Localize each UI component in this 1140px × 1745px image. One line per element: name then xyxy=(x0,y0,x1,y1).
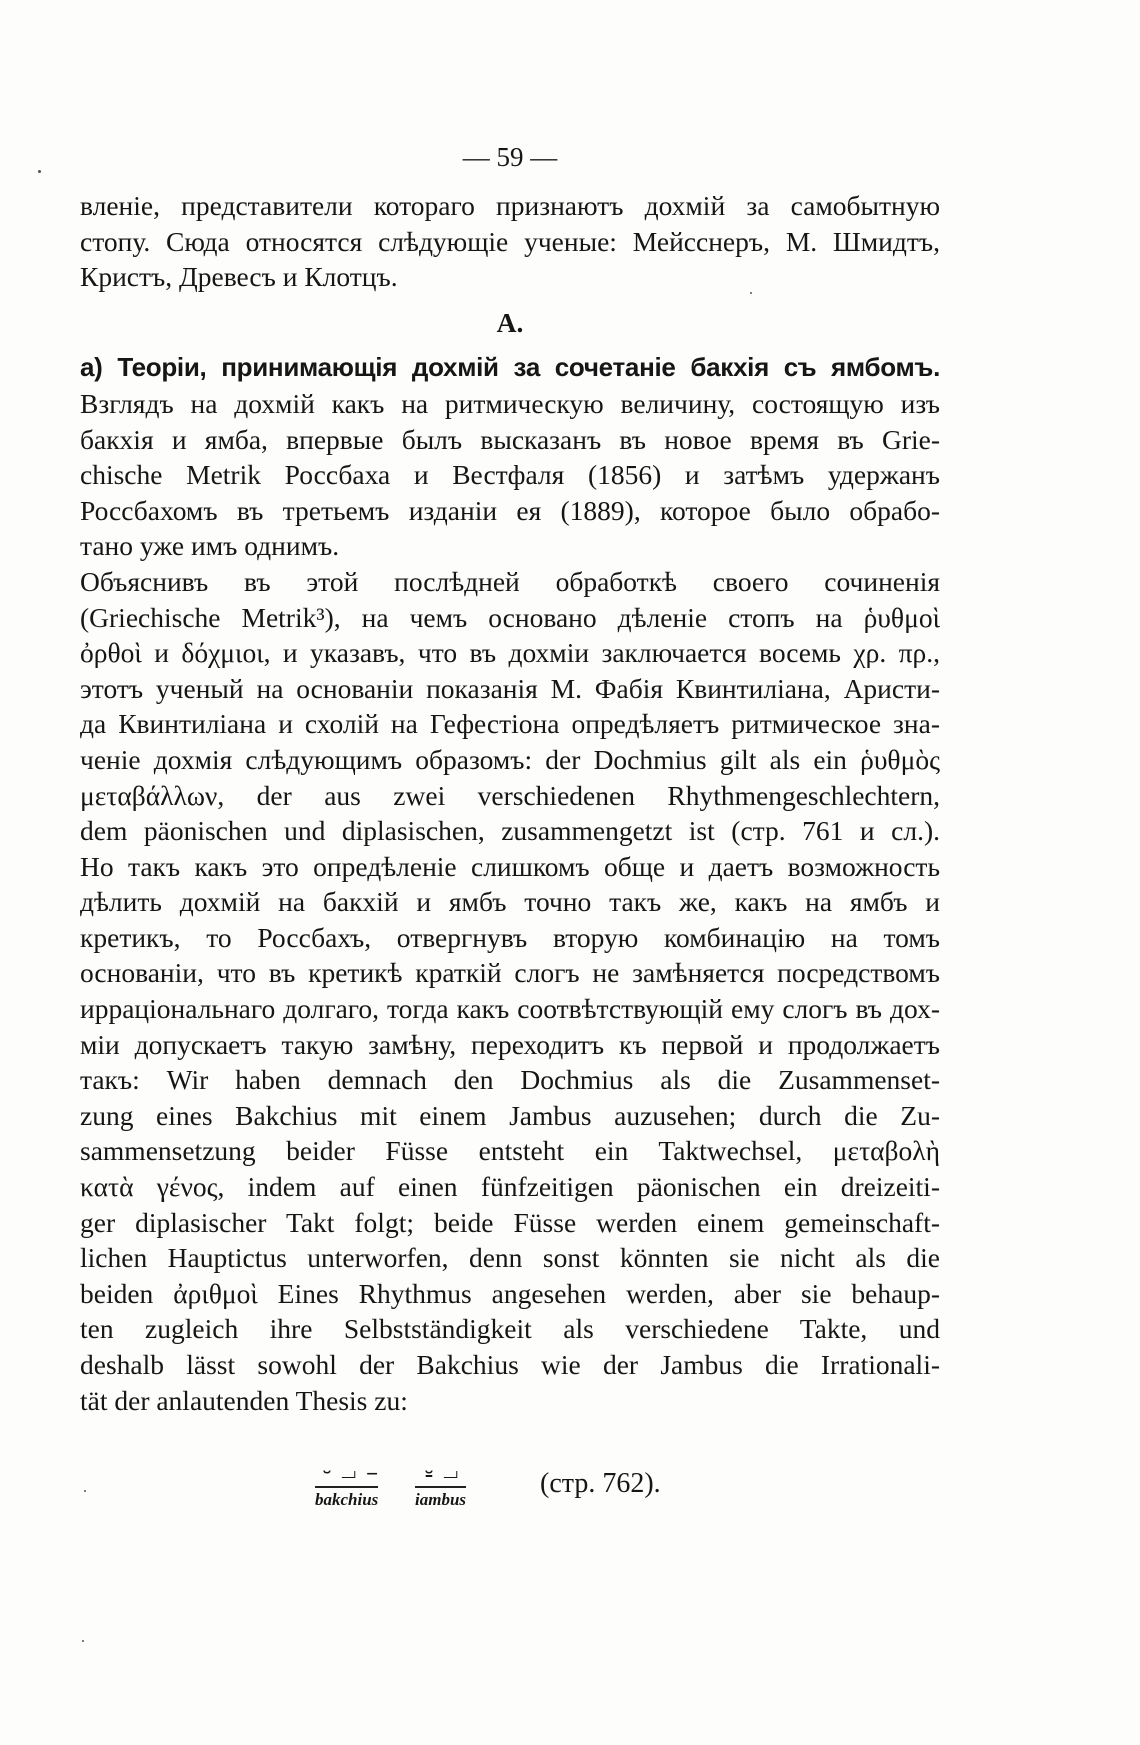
text-line: sammensetzung beider Füsse entsteht ein Taktwechsel, μεταβολὴ xyxy=(80,1135,940,1167)
subsection-heading: а) Теоріи, принимающія дохмій за сочетаніе бакхія съ ямбомъ. xyxy=(80,352,940,383)
text-line: міи допускаетъ такую замѣну, переходитъ къ первой и продолжаетъ xyxy=(80,1028,940,1060)
paper-speck xyxy=(750,292,752,294)
text-line: тано уже имъ однимъ. xyxy=(80,530,340,562)
text-line: ger diplasischer Takt folgt; beide Füsse werden einem gemeinschaft- xyxy=(80,1206,940,1238)
book-page xyxy=(80,0,940,1745)
text-line: deshalb lässt sowohl der Bakchius wie der Jambus die Irrationali- xyxy=(80,1349,940,1380)
page-number: — 59 — xyxy=(462,142,558,172)
text-line: бакхія и ямба, впервые былъ высказанъ въ новое время въ Grie- xyxy=(80,423,940,455)
text-line: Взглядъ на дохмій какъ на ритмическую величину, состоящую изъ xyxy=(80,387,940,419)
text-line: основаніи, что въ кретикѣ краткій слогъ не замѣняется посредствомъ xyxy=(80,957,940,989)
text-line: zung eines Bakchius mit einem Jambus auzusehen; durch die Zu- xyxy=(80,1099,940,1131)
text-line: ὀρθοὶ и δόχμιοι, и указавъ, что въ дохміи заключается восемь χρ. πρ., xyxy=(80,637,940,669)
text-line: (Griechische Metrik³), на чемъ основано дѣленіе стопъ на ῥυθμοὶ xyxy=(80,601,940,633)
text-line: chische Metrik Россбаха и Вестфаля (1856) и затѣмъ удержанъ xyxy=(80,459,940,491)
text-line: Но такъ какъ это опредѣленіе слишкомъ обще и даетъ возможность xyxy=(80,850,940,882)
paper-speck xyxy=(82,1640,84,1642)
text-line: кретикъ, то Россбахъ, отвергнувъ вторую комбинацію на томъ xyxy=(80,921,940,953)
text-line: dem päonischen und diplasischen, zusammengetzt ist (стр. 761 и сл.). xyxy=(80,815,940,847)
text-line: дѣлить дохмій на бакхій и ямбъ точно такъ же, какъ на ямбъ и xyxy=(80,886,940,918)
text-line: μεταβάλλων, der aus zwei verschiedenen Rhythmengeschlechtern, xyxy=(80,779,940,811)
paper-speck xyxy=(38,170,41,173)
text-line: вленіе, представители котораго признаютъ дохмій за самобытную xyxy=(80,190,940,221)
label-iambus: iambus xyxy=(415,1486,466,1510)
text-line: ten zugleich ihre Selbstständigkeit als verschiedene Takte, und xyxy=(80,1313,940,1345)
text-line: κατὰ γένος, indem auf einen fünfzeitigen päonischen ein dreizeiti- xyxy=(80,1171,940,1203)
metrical-formula xyxy=(315,1458,745,1548)
meter-iambus: ⏓ ⏗ xyxy=(425,1458,460,1486)
text-line: такъ: Wir haben demnach den Dochmius als die Zusammenset- xyxy=(80,1064,940,1096)
text-line: стопу. Сюда относятся слѣдующіе ученые: Мейсснеръ, М. Шмидтъ, xyxy=(80,225,940,257)
meter-bakchius: ⏑ ⏗ – xyxy=(323,1458,380,1486)
body-text xyxy=(80,188,940,1418)
text-line: ирраціональнаго долгаго, тогда какъ соотвѣтствующій ему слогъ въ дох- xyxy=(80,993,940,1025)
text-line: Кристъ, Древесъ и Клотцъ. xyxy=(80,261,398,293)
text-line: lichen Hauptictus unterworfen, denn sonst könnten sie nicht als die xyxy=(80,1242,940,1274)
text-line: ченіе дохмія слѣдующимъ образомъ: der Dochmius gilt als ein ῥυθμὸς xyxy=(80,743,940,775)
text-line: beiden ἀριθμοὶ Eines Rhythmus angesehen werden, aber sie behaup- xyxy=(80,1277,940,1309)
label-bakchius: bakchius xyxy=(315,1486,378,1510)
formula-reference: (стр. 762). xyxy=(540,1468,661,1499)
text-line: Объяснивъ въ этой послѣдней обработкѣ своего сочиненія xyxy=(80,565,940,597)
text-line: tät der anlautenden Thesis zu: xyxy=(80,1384,408,1416)
text-line: этотъ ученый на основаніи показанія М. Фабія Квинтиліана, Аристи- xyxy=(80,672,940,704)
text-line: Россбахомъ въ третьемъ изданіи ея (1889), которое было обрабо- xyxy=(80,494,940,526)
paper-speck xyxy=(84,1490,86,1492)
text-line: да Квинтиліана и схолій на Гефестіона опредѣляетъ ритмическое зна- xyxy=(80,708,940,740)
section-heading: А. xyxy=(496,306,524,338)
